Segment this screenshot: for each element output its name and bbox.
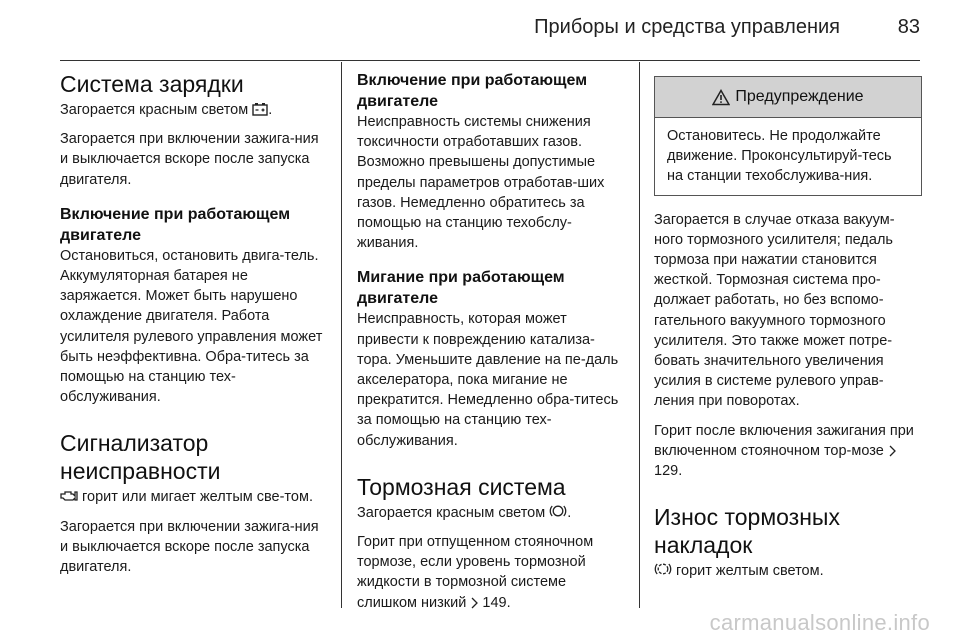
subsection-title: Мигание при работающем двигателе xyxy=(357,269,565,308)
paragraph: Загорается при включении зажига-ния и выключается вскоре после запуска двигателя. xyxy=(60,131,319,188)
paragraph xyxy=(654,561,920,581)
battery-icon xyxy=(252,102,268,116)
text: горит или мигает желтым све-том. xyxy=(82,489,313,506)
section-title-brake-pads: Износ тормозных накладок xyxy=(654,504,840,559)
subsection-title: Включение при работающем двигателе xyxy=(357,72,588,110)
text: Горит при отпущенном стояночном тормозе, если уровень тормозной жидкости в тормозной системе слишком низкий xyxy=(357,534,594,611)
section-title-brake: Тормозная система xyxy=(357,473,566,500)
header-title: Приборы и средства управления xyxy=(534,16,840,38)
column-2 xyxy=(357,70,625,613)
page-reference-icon xyxy=(470,597,478,609)
paragraph: Загорается в случае отказа вакуум-ного тормозного усилителя; педаль тормоза при нажатии становится жесткой. Тормозная система про-должает работать, но без вспомо-гательного вакуумного тормозного усилителя. Это также может потре-бовать значительного увеличения усилия в системе рулевого управ-ления при поворотах. xyxy=(654,211,895,410)
paragraph: Остановиться, остановить двига-тель. Аккумуляторная батарея не заряжается. Может быть нарушено охлаждение двигателя. Работа усилителя рулевого управления может быть неэффективна. Обра-титесь за помощью на станцию тех-обслуживания. xyxy=(60,247,323,406)
column-divider xyxy=(341,62,342,608)
page-header xyxy=(0,0,960,62)
warning-icon xyxy=(712,89,730,106)
paragraph: Неисправность системы снижения токсичности отработавших газов. Возможно превышены допустимые пределы параметров отработав-ших газов. Немедленно обратитесь за помощью на станцию техобслу-живания. xyxy=(357,114,605,252)
text: Загорается красным светом xyxy=(357,504,546,521)
column-3 xyxy=(654,76,920,581)
warning-box xyxy=(654,76,922,196)
section-title-charging: Система зарядки xyxy=(60,71,244,97)
brake-icon xyxy=(549,503,567,519)
page-number: 83 xyxy=(897,16,920,38)
text: горит желтым светом. xyxy=(676,563,824,580)
warning-title: Предупреждение xyxy=(735,88,864,105)
header-rule xyxy=(60,60,920,61)
paragraph xyxy=(654,421,920,482)
warning-header xyxy=(655,77,921,118)
subsection-title: Включение при работающем двигателе xyxy=(60,205,291,244)
warning-text: Остановитесь. Не продолжайте движение. Проконсультируй-тесь на станции техобслужива-ния. xyxy=(667,128,892,185)
paragraph xyxy=(357,532,625,613)
page-reference: 129. xyxy=(654,463,683,480)
paragraph xyxy=(60,487,325,507)
paragraph: Загорается красным светом . xyxy=(357,504,572,521)
engine-icon xyxy=(60,489,78,503)
paragraph: Неисправность, которая может привести к повреждению катализа-тора. Уменьшите давление на пе-даль акселератора, пока мигание не прекратится. Немедленно обра-титесь за помощью на станцию тех-обслуживания. xyxy=(357,311,619,449)
text: Загорается красным светом xyxy=(60,102,249,118)
column-divider xyxy=(639,62,640,608)
column-1 xyxy=(60,70,325,577)
watermark: carmanualsonline.info xyxy=(709,610,930,635)
page-reference-icon xyxy=(888,445,896,457)
warning-body xyxy=(655,118,921,195)
paragraph: Загорается при включении зажига-ния и выключается вскоре после запуска двигателя. xyxy=(60,518,319,576)
page-reference: 149. xyxy=(482,594,511,611)
brake-pad-wear-icon xyxy=(654,561,672,577)
section-title-malfunction: Сигнализатор неисправности xyxy=(60,430,221,485)
paragraph: Загорается красным светом . xyxy=(60,102,273,118)
text: Горит после включения зажигания при включенном стояночном тор-мозе xyxy=(654,422,914,459)
